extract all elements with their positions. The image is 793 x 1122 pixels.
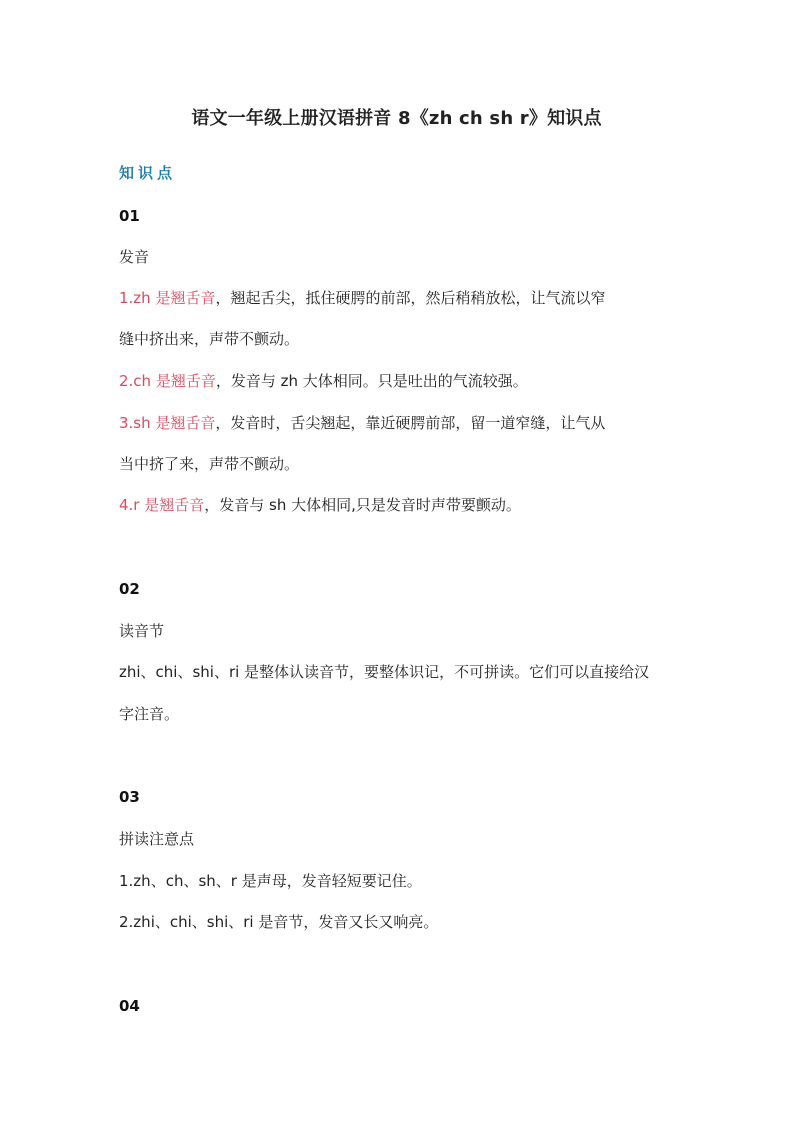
pronunciation-item-sh-cont: 当中挤了来，声带不颤动。	[119, 455, 300, 473]
text-zh-line1: ，翘起舌尖，抵住硬腭的前部，然后稍稍放松，让气流以窄	[215, 289, 606, 307]
section-number-04: 04	[119, 997, 140, 1015]
highlight-ch: 2.ch 是翘舌音	[119, 372, 216, 390]
pronunciation-item-r	[119, 494, 521, 516]
highlight-sh: 3.sh 是翘舌音	[119, 414, 216, 432]
syllables-text-line2: 字注音。	[119, 705, 180, 723]
section-number-03: 03	[119, 788, 140, 806]
pronunciation-item-zh	[119, 287, 605, 309]
section-subtitle-reading-notes: 拼读注意点	[119, 830, 195, 848]
syllables-text-line1: zhi、chi、shi、ri 是整体认读音节，要整体识记，不可拼读。它们可以直接给汉	[119, 663, 650, 681]
highlight-zh: 1.zh 是翘舌音	[119, 289, 216, 307]
highlight-r: 4.r 是翘舌音	[119, 496, 205, 514]
section-number-02: 02	[119, 580, 140, 598]
reading-note-2: 2.zhi、chi、shi、ri 是音节，发音又长又响亮。	[119, 913, 439, 931]
pronunciation-item-zh-cont: 缝中挤出来，声带不颤动。	[119, 330, 300, 348]
pronunciation-item-ch	[119, 370, 528, 392]
document-title: 语文一年级上册汉语拼音 8《zh ch sh r》知识点	[191, 108, 602, 129]
text-ch-line1: ，发音与 zh 大体相同。只是吐出的气流较强。	[215, 372, 528, 390]
section-number-01: 01	[119, 207, 140, 225]
pronunciation-item-sh	[119, 412, 605, 434]
section-subtitle-read-syllables: 读音节	[119, 622, 165, 640]
text-r-line1: ，发音与 sh 大体相同,只是发音时声带要颤动。	[204, 496, 521, 514]
text-sh-line1: ，发音时，舌尖翘起，靠近硬腭前部，留一道窄缝，让气从	[215, 414, 606, 432]
section-subtitle-pronunciation: 发音	[119, 248, 150, 266]
reading-note-1: 1.zh、ch、sh、r 是声母，发音轻短要记住。	[119, 872, 422, 890]
section-heading-knowledge-points: 知识点	[119, 164, 177, 182]
